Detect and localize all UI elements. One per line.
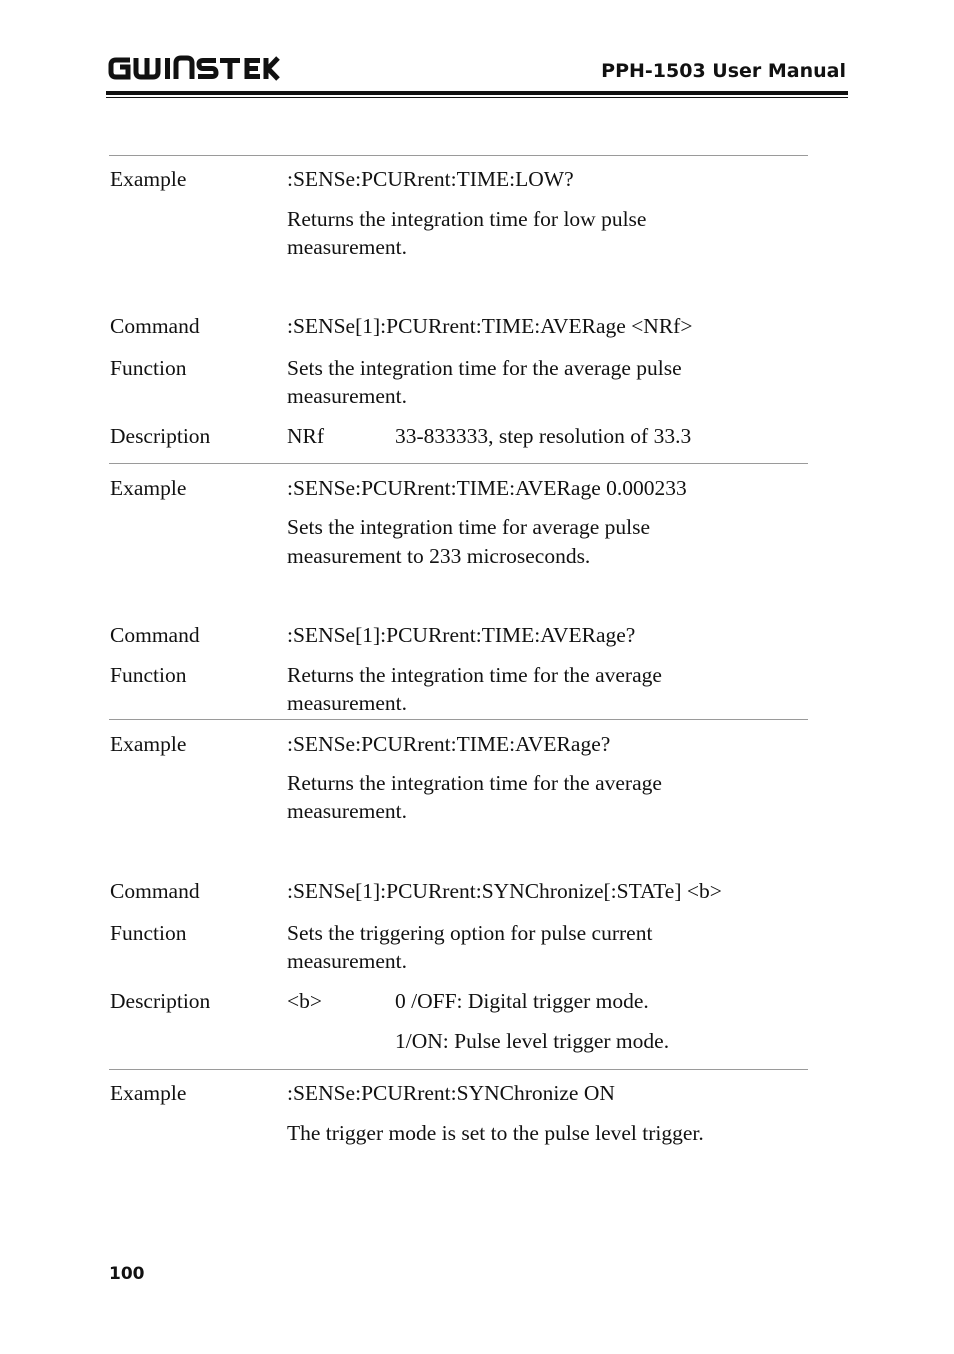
example-command: :SENSe:PCURrent:TIME:AVERage?: [287, 732, 611, 756]
function-label: Function: [110, 356, 187, 380]
section-divider: [109, 719, 808, 720]
example-description-line: The trigger mode is set to the pulse level trigger.: [287, 1121, 704, 1145]
header-rule-thick: [106, 91, 848, 95]
example-command: :SENSe:PCURrent:SYNChronize ON: [287, 1081, 615, 1105]
gw-instek-logo: [108, 55, 280, 81]
example-command: :SENSe:PCURrent:TIME:LOW?: [287, 167, 574, 191]
header-rule-thin: [106, 97, 848, 98]
example-description-line: Returns the integration time for the average: [287, 771, 662, 795]
parameter-description: 1/ON: Pulse level trigger mode.: [395, 1029, 670, 1053]
command-label: Command: [110, 314, 200, 338]
example-description-line: measurement.: [287, 235, 407, 259]
command-label: Command: [110, 623, 200, 647]
example-description-line: Sets the integration time for average pulse: [287, 515, 650, 539]
description-label: Description: [110, 424, 211, 448]
function-description-line: Sets the integration time for the average pulse: [287, 356, 682, 380]
section-divider: [109, 1069, 808, 1070]
parameter-name: NRf: [287, 424, 325, 448]
command-syntax: :SENSe[1]:PCURrent:TIME:AVERage?: [287, 623, 636, 647]
command-syntax: :SENSe[1]:PCURrent:TIME:AVERage <NRf>: [287, 314, 693, 338]
parameter-description: 0 /OFF: Digital trigger mode.: [395, 989, 649, 1013]
function-description-line: Returns the integration time for the average: [287, 663, 662, 687]
example-label: Example: [110, 476, 187, 500]
parameter-name: <b>: [287, 989, 323, 1013]
description-label: Description: [110, 989, 211, 1013]
command-syntax: :SENSe[1]:PCURrent:SYNChronize[:STATe] <b>: [287, 879, 722, 903]
parameter-description: 33-833333, step resolution of 33.3: [395, 424, 692, 448]
example-label: Example: [110, 732, 187, 756]
example-label: Example: [110, 167, 187, 191]
manual-title: PPH-1503 User Manual: [601, 60, 846, 82]
example-description-line: measurement.: [287, 799, 407, 823]
function-label: Function: [110, 663, 187, 687]
section-divider: [109, 155, 808, 156]
example-description-line: Returns the integration time for low pulse: [287, 207, 647, 231]
function-label: Function: [110, 921, 187, 945]
section-divider: [109, 463, 808, 464]
function-description-line: Sets the triggering option for pulse current: [287, 921, 653, 945]
command-label: Command: [110, 879, 200, 903]
example-description-line: measurement to 233 microseconds.: [287, 544, 591, 568]
example-command: :SENSe:PCURrent:TIME:AVERage 0.000233: [287, 476, 687, 500]
page-number: 100: [109, 1264, 145, 1284]
example-label: Example: [110, 1081, 187, 1105]
function-description-line: measurement.: [287, 384, 407, 408]
function-description-line: measurement.: [287, 691, 407, 715]
function-description-line: measurement.: [287, 949, 407, 973]
